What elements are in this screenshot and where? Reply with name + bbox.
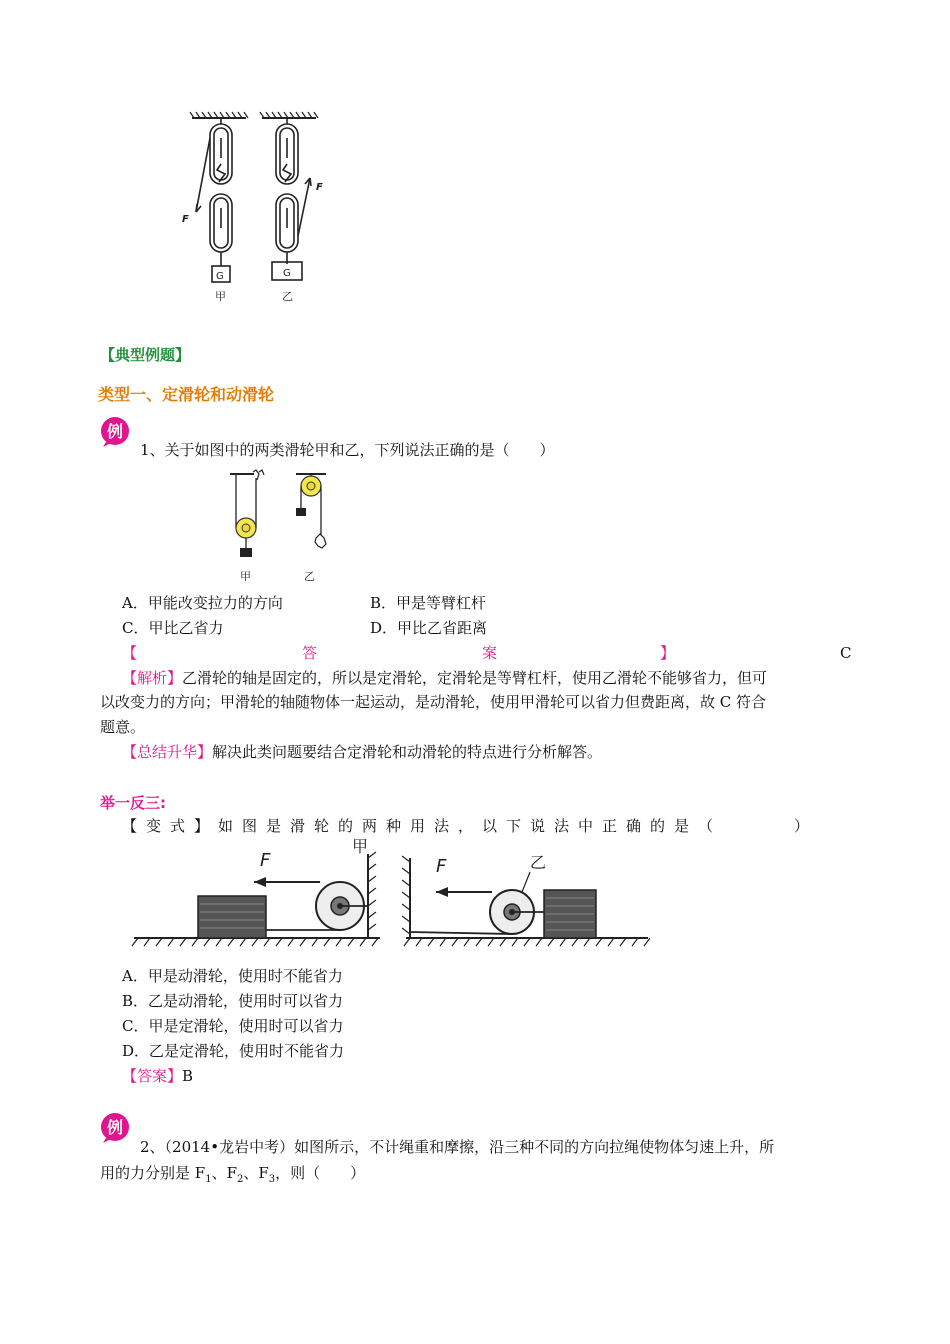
- variant-option-b: B．乙是动滑轮，使用时可以省力: [122, 992, 344, 1010]
- example2-stem-line2: 用的力分别是 $F_1$、$F_2$、$F_3$，则（ ）: [100, 1164, 366, 1185]
- variant-figure: [130, 838, 650, 950]
- pulley-block-right: [272, 118, 311, 280]
- example1-figure: [226, 468, 346, 586]
- example1-option-a: A．甲能改变拉力的方向: [122, 594, 283, 612]
- figure-label-yi: 乙: [282, 290, 293, 303]
- example1-option-d: D．甲比乙省距离: [370, 619, 488, 637]
- svg-text:例: 例: [107, 1118, 124, 1137]
- svg-text:G: G: [283, 268, 291, 279]
- analysis-text-1: 乙滑轮的轴是固定的，所以是定滑轮，定滑轮是等臂杠杆，使用乙滑轮不能够省力，但可: [182, 669, 768, 687]
- svg-text:G: G: [216, 271, 224, 282]
- variant-label-yi: 乙: [530, 853, 547, 872]
- example2-stem-line1: 2、（2014•龙岩中考）如图所示，不计绳重和摩擦，沿三种不同的方向拉绳使物体匀速上升，所: [140, 1138, 775, 1156]
- example1-stem: 1、关于如图中的两类滑轮甲和乙，下列说法正确的是（ ）: [140, 441, 555, 459]
- variant-option-a: A．甲是动滑轮，使用时不能省力: [122, 967, 343, 985]
- pulley-yi: [296, 474, 326, 548]
- example1-summary: [122, 742, 602, 762]
- section-title: 【典型例题】: [100, 346, 191, 364]
- practice-title: 举一反三:: [100, 794, 166, 812]
- example1-analysis-line2: 以改变力的方向；甲滑轮的轴随物体一起运动，是动滑轮，使用甲滑轮可以省力但费距离，故 C 符合: [100, 693, 767, 711]
- example1-analysis-line1: [122, 668, 767, 688]
- example1-answer-value: C: [840, 644, 852, 662]
- variant-scene-jia: [132, 838, 380, 946]
- pulley-block-figure: [180, 108, 340, 308]
- example1-answer-tag-1: 【: [122, 644, 138, 662]
- example1-answer-tag-3: 案: [482, 644, 498, 662]
- example1-answer-tag-4: 】: [660, 644, 676, 662]
- fig1-label-jia: 甲: [240, 570, 251, 583]
- force-label-right: F: [316, 182, 323, 193]
- variant-force-right: F: [436, 856, 447, 877]
- pulley-jia: [230, 470, 264, 557]
- example2-badge-icon: [100, 1112, 130, 1144]
- figure-label-jia: 甲: [215, 290, 226, 303]
- variant-answer-value: B: [182, 1067, 194, 1085]
- variant-answer-tag: 【答案】: [122, 1067, 183, 1085]
- example1-analysis-line3: 题意。: [100, 718, 146, 736]
- fig1-label-yi: 乙: [304, 570, 315, 583]
- summary-tag: 【总结升华】: [122, 743, 213, 761]
- variant-force-left: F: [260, 850, 271, 871]
- example1-answer-tag-2: 答: [302, 644, 318, 662]
- example1-option-c: C．甲比乙省力: [122, 619, 224, 637]
- analysis-tag: 【解析】: [122, 669, 183, 687]
- pulley-block-left: [196, 118, 232, 282]
- svg-text:例: 例: [107, 422, 124, 441]
- summary-text: 解决此类问题要结合定滑轮和动滑轮的特点进行分析解答。: [212, 743, 603, 761]
- variant-option-c: C．甲是定滑轮，使用时可以省力: [122, 1017, 344, 1035]
- variant-label-jia: 甲: [352, 838, 369, 856]
- variant-answer: [122, 1066, 193, 1086]
- variant-stem: 【变式】如图是滑轮的两种用法，以下说法中正确的是（ ）: [122, 817, 819, 835]
- force-label-left: F: [182, 214, 189, 225]
- type-title: 类型一、定滑轮和动滑轮: [98, 385, 275, 404]
- ceiling-left: [190, 112, 248, 118]
- example1-option-b: B．甲是等臂杠杆: [370, 594, 487, 612]
- ceiling-right: [260, 112, 318, 118]
- variant-option-d: D．乙是定滑轮，使用时不能省力: [122, 1042, 345, 1060]
- variant-scene-yi: [402, 853, 650, 946]
- example-badge-icon: [100, 416, 130, 448]
